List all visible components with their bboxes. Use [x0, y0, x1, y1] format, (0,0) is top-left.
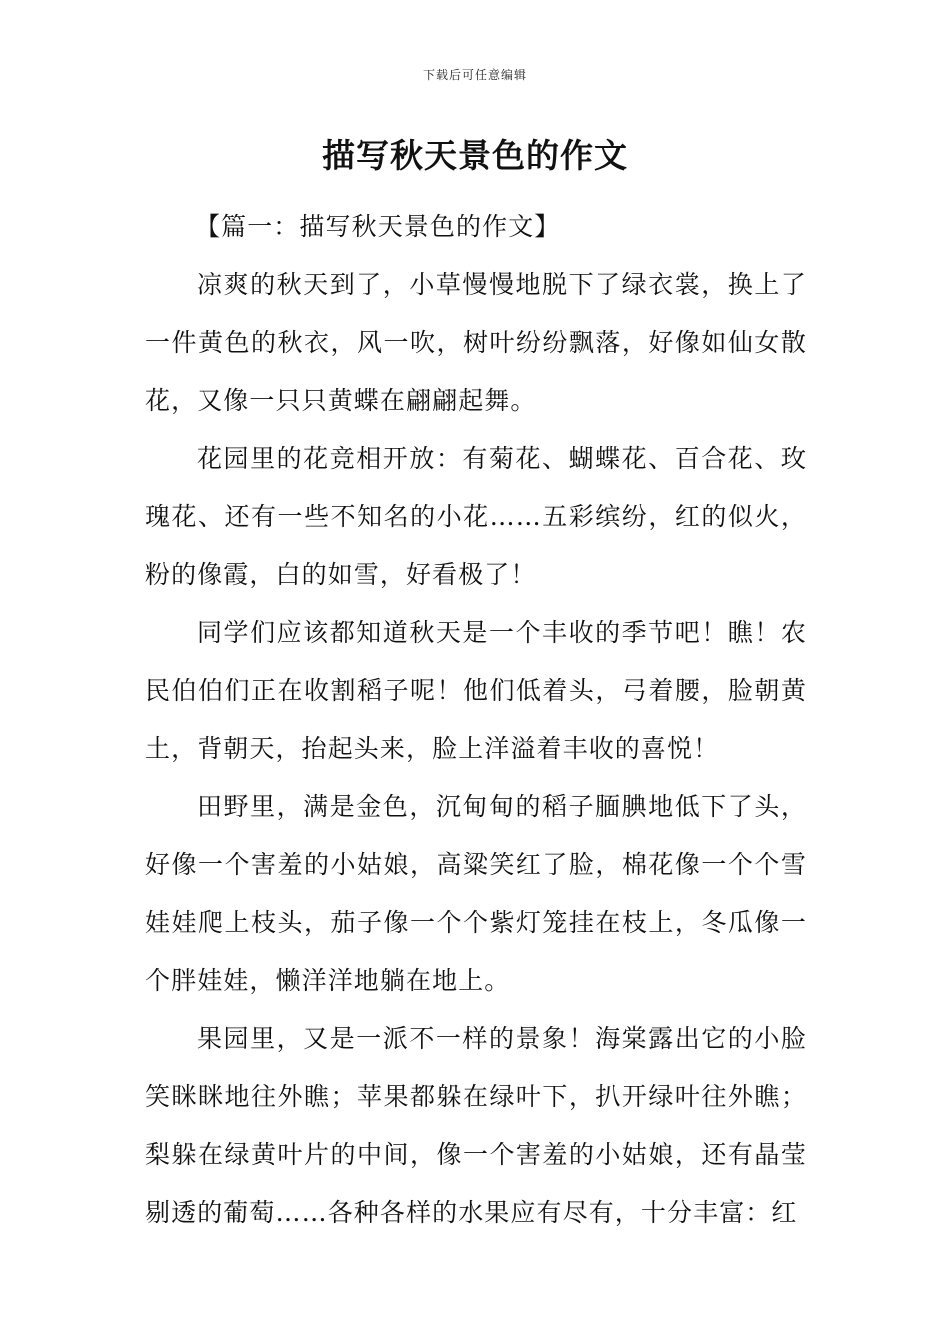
document-body [145, 198, 807, 1242]
header-note: 下载后可任意编辑 [422, 68, 527, 82]
paragraph-5: 果园里，又是一派不一样的景象！海棠露出它的小脸笑眯眯地往外瞧；苹果都躲在绿叶下，扒开绿叶往外瞧；梨躲在绿黄叶片的中间，像一个害羞的小姑娘，还有晶莹剔透的葡萄……各种各样的水果应有尽有，十分丰富：红 [145, 1024, 807, 1227]
paragraph-3: 同学们应该都知道秋天是一个丰收的季节吧！瞧！农民伯伯们正在收割稻子呢！他们低着头，弓着腰，脸朝黄土，背朝天，抬起头来，脸上洋溢着丰收的喜悦！ [145, 618, 807, 763]
document-title: 描写秋天景色的作文 [322, 136, 628, 175]
paragraph-1: 凉爽的秋天到了，小草慢慢地脱下了绿衣裳，换上了一件黄色的秋衣，风一吹，树叶纷纷飘落，好像如仙女散花，又像一只只黄蝶在翩翩起舞。 [145, 270, 807, 415]
paragraph-4: 田野里，满是金色，沉甸甸的稻子腼腆地低下了头，好像一个害羞的小姑娘，高粱笑红了脸，棉花像一个个雪娃娃爬上枝头，茄子像一个个紫灯笼挂在枝上，冬瓜像一个胖娃娃，懒洋洋地躺在地上。 [145, 792, 807, 995]
section-heading: 【篇一：描写秋天景色的作文】 [195, 212, 561, 241]
paragraph-2: 花园里的花竞相开放：有菊花、蝴蝶花、百合花、玫瑰花、还有一些不知名的小花……五彩缤纷，红的似火，粉的像霞，白的如雪，好看极了！ [145, 444, 807, 589]
